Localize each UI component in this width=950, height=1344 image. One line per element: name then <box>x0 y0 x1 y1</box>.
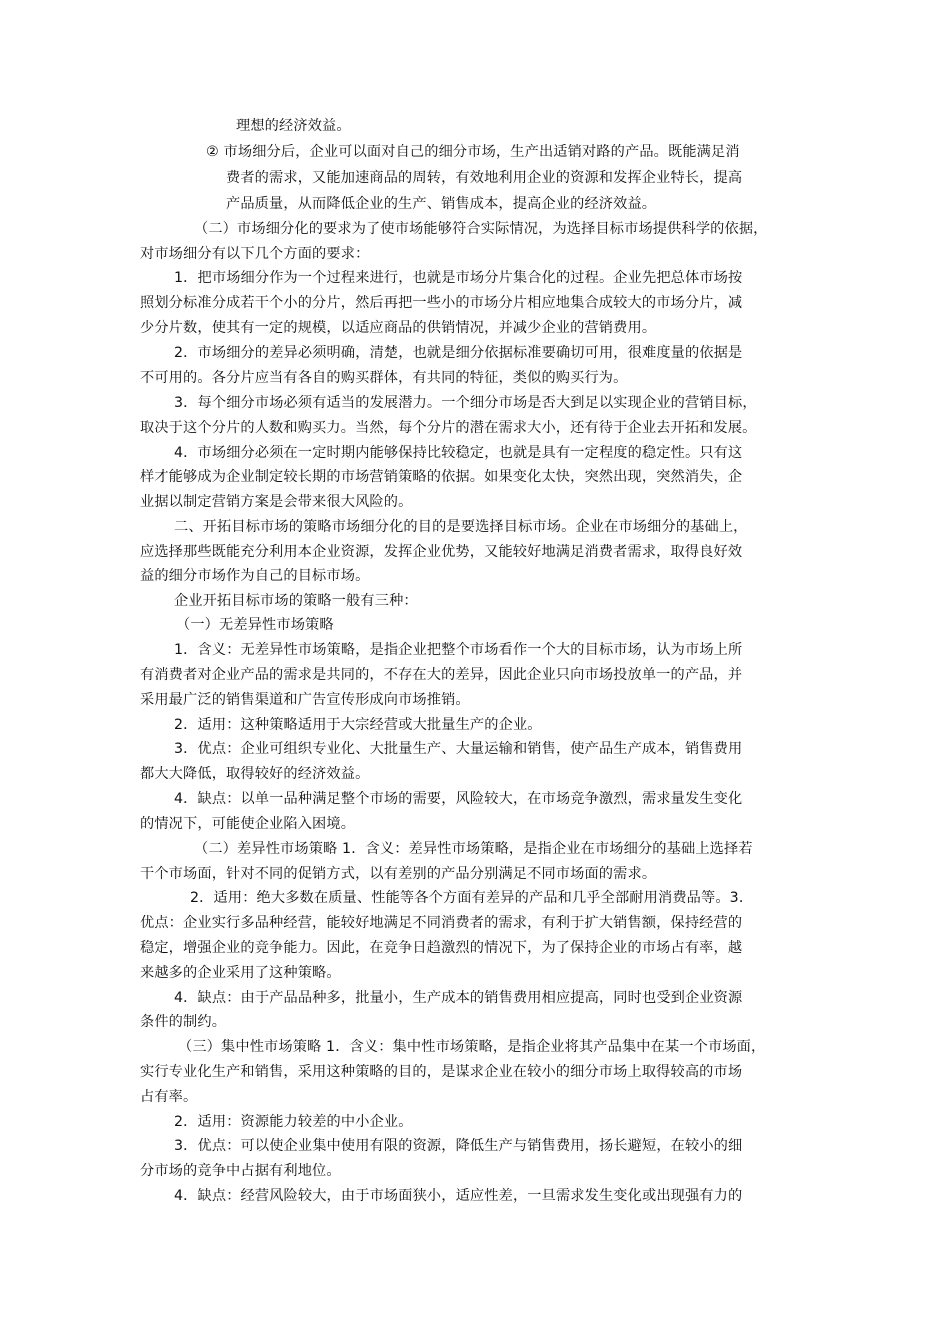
text-line: 的情况下，可能使企业陷入困境。 <box>140 816 356 832</box>
text-line: 3．每个细分市场必须有适当的发展潜力。一个细分市场是否大到足以实现企业的营销目标， <box>174 395 757 411</box>
text-line: 产品质量，从而降低企业的生产、销售成本，提高企业的经济效益。 <box>226 196 657 212</box>
text-line: 少分片数，使其有一定的规模，以适应商品的供销情况，并减少企业的营销费用。 <box>140 320 657 336</box>
text-line: 企业开拓目标市场的策略一般有三种： <box>174 593 418 609</box>
text-line: 4．缺点：由于产品品种多，批量小，生产成本的销售费用相应提高，同时也受到企业资源 <box>174 990 743 1006</box>
text-line: 照划分标准分成若干个小的分片，然后再把一些小的市场分片相应地集合成较大的市场分片，减 <box>140 295 743 311</box>
text-line: （一）无差异性市场策略 <box>176 617 334 633</box>
text-line: 有消费者对企业产品的需求是共同的，不存在大的差异，因此企业只向市场投放单一的产品，并 <box>140 667 743 683</box>
text-line: 条件的制约。 <box>140 1014 227 1030</box>
text-line: 对市场细分有以下几个方面的要求： <box>140 246 370 262</box>
text-line: 4．缺点：经营风险较大，由于市场面狭小，适应性差，一旦需求发生变化或出现强有力的 <box>174 1188 743 1204</box>
text-line: 干个市场面，针对不同的促销方式，以有差别的产品分别满足不同市场面的需求。 <box>140 866 657 882</box>
text-line: 来越多的企业采用了这种策略。 <box>140 965 341 981</box>
text-line: 4．缺点：以单一品种满足整个市场的需要，风险较大，在市场竞争激烈，需求量发生变化 <box>174 791 743 807</box>
text-line: 应选择那些既能充分利用本企业资源，发挥企业优势，又能较好地满足消费者需求，取得良好效 <box>140 544 743 560</box>
text-line: 占有率。 <box>140 1089 198 1105</box>
text-line: 3．优点：企业可组织专业化、大批量生产、大量运输和销售，使产品生产成本，销售费用 <box>174 741 743 757</box>
text-line: 业据以制定营销方案是会带来很大风险的。 <box>140 494 413 510</box>
text-line: 2．适用：这种策略适用于大宗经营或大批量生产的企业。 <box>174 717 542 733</box>
text-line: （二）差异性市场策略 1．含义：差异性市场策略，是指企业在市场细分的基础上选择若 <box>194 841 753 857</box>
text-line: 4．市场细分必须在一定时期内能够保持比较稳定，也就是具有一定程度的稳定性。只有这 <box>174 445 743 461</box>
text-line: 2．适用：资源能力较差的中小企业。 <box>174 1114 413 1130</box>
text-line: （三）集中性市场策略 1．含义：集中性市场策略，是指企业将其产品集中在某一个市场面， <box>178 1039 766 1055</box>
text-line: 费者的需求，又能加速商品的周转，有效地利用企业的资源和发挥企业特长，提高 <box>226 170 743 186</box>
text-line: 3．优点：可以使企业集中使用有限的资源，降低生产与销售费用，扬长避短，在较小的细 <box>174 1138 743 1154</box>
text-line: 二、开拓目标市场的策略市场细分化的目的是要选择目标市场。企业在市场细分的基础上， <box>174 519 748 535</box>
text-line: 稳定，增强企业的竞争能力。因此，在竞争日趋激烈的情况下，为了保持企业的市场占有率，越 <box>140 940 743 956</box>
text-line: 益的细分市场作为自己的目标市场。 <box>140 568 370 584</box>
text-line: 都大大降低，取得较好的经济效益。 <box>140 766 370 782</box>
text-line: 1．含义：无差异性市场策略，是指企业把整个市场看作一个大的目标市场，认为市场上所 <box>174 642 743 658</box>
text-line: 2．适用：绝大多数在质量、性能等各个方面有差异的产品和几乎全部耐用消费品等。3． <box>190 890 754 906</box>
text-line: （二）市场细分化的要求为了使市场能够符合实际情况，为选择目标市场提供科学的依据， <box>194 221 768 237</box>
text-line: 采用最广泛的销售渠道和广告宣传形成向市场推销。 <box>140 692 470 708</box>
text-line: ② 市场细分后，企业可以面对自己的细分市场，生产出适销对路的产品。既能满足消 <box>206 144 740 160</box>
text-line: 2．市场细分的差异必须明确，清楚，也就是细分依据标准要确切可用，很难度量的依据是 <box>174 345 743 361</box>
text-line: 实行专业化生产和销售，采用这种策略的目的，是谋求企业在较小的细分市场上取得较高的市场 <box>140 1064 743 1080</box>
text-line: 理想的经济效益。 <box>236 118 351 134</box>
text-line: 优点：企业实行多品种经营，能较好地满足不同消费者的需求，有利于扩大销售额，保持经营的 <box>140 915 743 931</box>
text-line: 取决于这个分片的人数和购买力。当然，每个分片的潜在需求大小，还有待于企业去开拓和发展。 <box>140 420 757 436</box>
text-line: 样才能够成为企业制定较长期的市场营销策略的依据。如果变化太快，突然出现，突然消失，企 <box>140 469 743 485</box>
text-line: 分市场的竞争中占据有利地位。 <box>140 1163 341 1179</box>
text-line: 1．把市场细分作为一个过程来进行，也就是市场分片集合化的过程。企业先把总体市场按 <box>174 270 743 286</box>
text-line: 不可用的。各分片应当有各自的购买群体，有共同的特征，类似的购买行为。 <box>140 370 628 386</box>
